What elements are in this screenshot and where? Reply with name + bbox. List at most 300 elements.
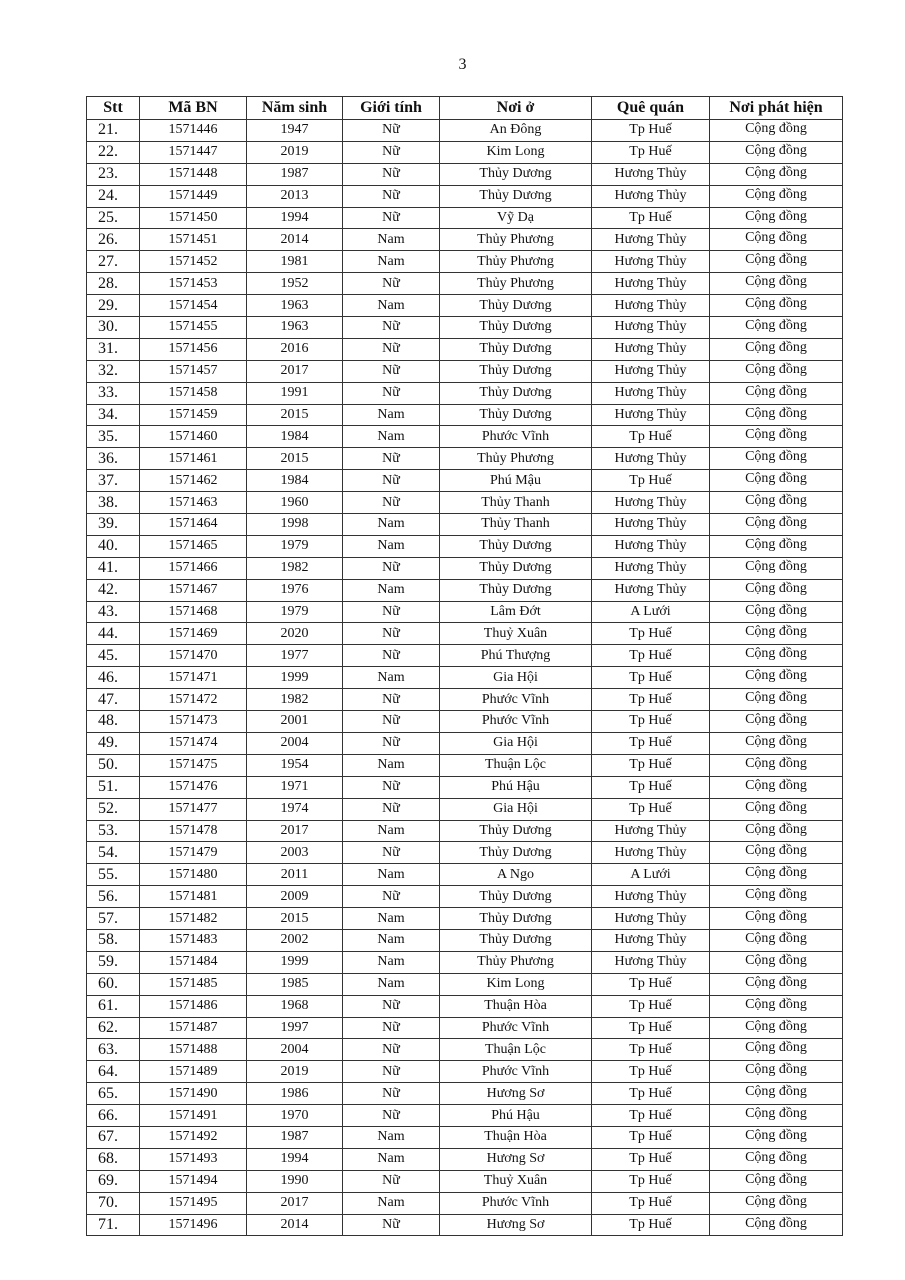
detection-place-cell: Cộng đồng: [710, 163, 843, 185]
stt-cell: 32.: [87, 360, 140, 382]
table-row: [87, 645, 843, 667]
table-row: [87, 973, 843, 995]
patient-code-cell: 1571459: [140, 404, 247, 426]
gender-cell: Nữ: [343, 623, 440, 645]
hometown-cell: Hương Thủy: [592, 557, 710, 579]
hometown-cell: Hương Thủy: [592, 842, 710, 864]
gender-cell: Nam: [343, 1126, 440, 1148]
residence-cell: Phước Vĩnh: [440, 1017, 592, 1039]
stt-cell: 44.: [87, 623, 140, 645]
table-row: [87, 667, 843, 689]
stt-cell: 63.: [87, 1039, 140, 1061]
patient-code-cell: 1571451: [140, 229, 247, 251]
patient-code-cell: 1571487: [140, 1017, 247, 1039]
patient-code-cell: 1571477: [140, 798, 247, 820]
detection-place-cell: Cộng đồng: [710, 1214, 843, 1236]
patient-code-cell: 1571474: [140, 732, 247, 754]
table-row: [87, 754, 843, 776]
birth-year-cell: 1985: [247, 973, 343, 995]
patient-code-cell: 1571464: [140, 514, 247, 536]
residence-cell: Thủy Dương: [440, 535, 592, 557]
birth-year-cell: 2003: [247, 842, 343, 864]
hometown-cell: Tp Huế: [592, 426, 710, 448]
patient-code-cell: 1571475: [140, 754, 247, 776]
stt-cell: 54.: [87, 842, 140, 864]
table-row: [87, 1017, 843, 1039]
patient-code-cell: 1571471: [140, 667, 247, 689]
patient-code-cell: 1571467: [140, 579, 247, 601]
gender-cell: Nữ: [343, 1214, 440, 1236]
residence-cell: Thủy Dương: [440, 163, 592, 185]
stt-cell: 60.: [87, 973, 140, 995]
patient-code-cell: 1571496: [140, 1214, 247, 1236]
header-hometown: Quê quán: [592, 97, 710, 120]
residence-cell: A Ngo: [440, 864, 592, 886]
hometown-cell: Tp Huế: [592, 1214, 710, 1236]
table-body: [87, 120, 843, 1236]
stt-cell: 59.: [87, 951, 140, 973]
patient-code-cell: 1571449: [140, 185, 247, 207]
residence-cell: Thủy Dương: [440, 579, 592, 601]
birth-year-cell: 1982: [247, 689, 343, 711]
birth-year-cell: 2019: [247, 1061, 343, 1083]
stt-cell: 39.: [87, 514, 140, 536]
table-row: [87, 120, 843, 142]
gender-cell: Nữ: [343, 185, 440, 207]
gender-cell: Nam: [343, 404, 440, 426]
stt-cell: 33.: [87, 382, 140, 404]
gender-cell: Nữ: [343, 1083, 440, 1105]
stt-cell: 50.: [87, 754, 140, 776]
stt-cell: 58.: [87, 929, 140, 951]
patient-code-cell: 1571447: [140, 141, 247, 163]
stt-cell: 21.: [87, 120, 140, 142]
table-row: [87, 273, 843, 295]
hometown-cell: Tp Huế: [592, 141, 710, 163]
detection-place-cell: Cộng đồng: [710, 426, 843, 448]
patient-code-cell: 1571486: [140, 995, 247, 1017]
residence-cell: Thủy Dương: [440, 842, 592, 864]
patient-code-cell: 1571476: [140, 776, 247, 798]
table-row: [87, 1061, 843, 1083]
hometown-cell: Tp Huế: [592, 732, 710, 754]
residence-cell: An Đông: [440, 120, 592, 142]
gender-cell: Nam: [343, 929, 440, 951]
residence-cell: Phước Vĩnh: [440, 1061, 592, 1083]
table-row: [87, 1126, 843, 1148]
stt-cell: 40.: [87, 535, 140, 557]
hometown-cell: Hương Thủy: [592, 251, 710, 273]
hometown-cell: Tp Huế: [592, 754, 710, 776]
detection-place-cell: Cộng đồng: [710, 120, 843, 142]
patient-code-cell: 1571491: [140, 1105, 247, 1127]
residence-cell: Gia Hội: [440, 667, 592, 689]
residence-cell: Gia Hội: [440, 732, 592, 754]
patient-code-cell: 1571485: [140, 973, 247, 995]
hometown-cell: Hương Thủy: [592, 295, 710, 317]
detection-place-cell: Cộng đồng: [710, 207, 843, 229]
birth-year-cell: 1979: [247, 601, 343, 623]
birth-year-cell: 1997: [247, 1017, 343, 1039]
patient-code-cell: 1571470: [140, 645, 247, 667]
gender-cell: Nữ: [343, 1061, 440, 1083]
residence-cell: Thuận Hòa: [440, 995, 592, 1017]
detection-place-cell: Cộng đồng: [710, 864, 843, 886]
birth-year-cell: 1984: [247, 426, 343, 448]
detection-place-cell: Cộng đồng: [710, 601, 843, 623]
gender-cell: Nữ: [343, 557, 440, 579]
detection-place-cell: Cộng đồng: [710, 1039, 843, 1061]
patient-code-cell: 1571450: [140, 207, 247, 229]
stt-cell: 55.: [87, 864, 140, 886]
birth-year-cell: 1984: [247, 470, 343, 492]
birth-year-cell: 2017: [247, 1192, 343, 1214]
patient-code-cell: 1571456: [140, 338, 247, 360]
detection-place-cell: Cộng đồng: [710, 557, 843, 579]
table-row: [87, 185, 843, 207]
table-row: [87, 317, 843, 339]
hometown-cell: Tp Huế: [592, 1039, 710, 1061]
birth-year-cell: 1994: [247, 1148, 343, 1170]
table-row: [87, 732, 843, 754]
detection-place-cell: Cộng đồng: [710, 1083, 843, 1105]
patient-code-cell: 1571479: [140, 842, 247, 864]
table-row: [87, 711, 843, 733]
hometown-cell: Hương Thủy: [592, 492, 710, 514]
stt-cell: 30.: [87, 317, 140, 339]
residence-cell: Thủy Dương: [440, 360, 592, 382]
gender-cell: Nữ: [343, 689, 440, 711]
patient-code-cell: 1571469: [140, 623, 247, 645]
stt-cell: 51.: [87, 776, 140, 798]
stt-cell: 35.: [87, 426, 140, 448]
hometown-cell: Tp Huế: [592, 1170, 710, 1192]
patient-code-cell: 1571446: [140, 120, 247, 142]
residence-cell: Lâm Đớt: [440, 601, 592, 623]
stt-cell: 67.: [87, 1126, 140, 1148]
table-row: [87, 601, 843, 623]
stt-cell: 24.: [87, 185, 140, 207]
detection-place-cell: Cộng đồng: [710, 295, 843, 317]
detection-place-cell: Cộng đồng: [710, 273, 843, 295]
hometown-cell: Tp Huế: [592, 798, 710, 820]
hometown-cell: Tp Huế: [592, 995, 710, 1017]
hometown-cell: Hương Thủy: [592, 185, 710, 207]
stt-cell: 70.: [87, 1192, 140, 1214]
birth-year-cell: 1952: [247, 273, 343, 295]
residence-cell: Thủy Phương: [440, 951, 592, 973]
birth-year-cell: 2004: [247, 1039, 343, 1061]
stt-cell: 42.: [87, 579, 140, 601]
hometown-cell: Tp Huế: [592, 1017, 710, 1039]
hometown-cell: Hương Thủy: [592, 820, 710, 842]
hometown-cell: Tp Huế: [592, 1105, 710, 1127]
gender-cell: Nữ: [343, 207, 440, 229]
gender-cell: Nữ: [343, 360, 440, 382]
hometown-cell: Hương Thủy: [592, 514, 710, 536]
detection-place-cell: Cộng đồng: [710, 1017, 843, 1039]
detection-place-cell: Cộng đồng: [710, 1126, 843, 1148]
detection-place-cell: Cộng đồng: [710, 908, 843, 930]
detection-place-cell: Cộng đồng: [710, 754, 843, 776]
page-number: 3: [458, 56, 467, 73]
gender-cell: Nữ: [343, 382, 440, 404]
hometown-cell: Hương Thủy: [592, 404, 710, 426]
hometown-cell: Tp Huế: [592, 973, 710, 995]
gender-cell: Nữ: [343, 163, 440, 185]
gender-cell: Nam: [343, 1192, 440, 1214]
patient-code-cell: 1571481: [140, 886, 247, 908]
detection-place-cell: Cộng đồng: [710, 229, 843, 251]
patient-code-cell: 1571490: [140, 1083, 247, 1105]
residence-cell: Hương Sơ: [440, 1083, 592, 1105]
patient-code-cell: 1571465: [140, 535, 247, 557]
case-table: [86, 96, 843, 1236]
birth-year-cell: 1979: [247, 535, 343, 557]
stt-cell: 62.: [87, 1017, 140, 1039]
detection-place-cell: Cộng đồng: [710, 689, 843, 711]
stt-cell: 47.: [87, 689, 140, 711]
patient-code-cell: 1571489: [140, 1061, 247, 1083]
hometown-cell: Tp Huế: [592, 1061, 710, 1083]
detection-place-cell: Cộng đồng: [710, 514, 843, 536]
birth-year-cell: 1999: [247, 951, 343, 973]
gender-cell: Nữ: [343, 448, 440, 470]
stt-cell: 65.: [87, 1083, 140, 1105]
detection-place-cell: Cộng đồng: [710, 579, 843, 601]
hometown-cell: Hương Thủy: [592, 579, 710, 601]
patient-code-cell: 1571463: [140, 492, 247, 514]
gender-cell: Nam: [343, 908, 440, 930]
detection-place-cell: Cộng đồng: [710, 711, 843, 733]
residence-cell: Thủy Dương: [440, 185, 592, 207]
stt-cell: 43.: [87, 601, 140, 623]
birth-year-cell: 2017: [247, 360, 343, 382]
residence-cell: Thủy Dương: [440, 404, 592, 426]
detection-place-cell: Cộng đồng: [710, 929, 843, 951]
hometown-cell: Hương Thủy: [592, 908, 710, 930]
residence-cell: Phú Mậu: [440, 470, 592, 492]
birth-year-cell: 1977: [247, 645, 343, 667]
gender-cell: Nữ: [343, 711, 440, 733]
table-row: [87, 842, 843, 864]
hometown-cell: Tp Huế: [592, 1192, 710, 1214]
residence-cell: Thủy Dương: [440, 886, 592, 908]
stt-cell: 49.: [87, 732, 140, 754]
birth-year-cell: 1998: [247, 514, 343, 536]
patient-code-cell: 1571473: [140, 711, 247, 733]
stt-cell: 53.: [87, 820, 140, 842]
patient-code-cell: 1571453: [140, 273, 247, 295]
detection-place-cell: Cộng đồng: [710, 404, 843, 426]
residence-cell: Thủy Dương: [440, 557, 592, 579]
residence-cell: Thuận Lộc: [440, 1039, 592, 1061]
hometown-cell: Tp Huế: [592, 1126, 710, 1148]
stt-cell: 36.: [87, 448, 140, 470]
residence-cell: Thuỷ Xuân: [440, 623, 592, 645]
residence-cell: Thủy Thanh: [440, 492, 592, 514]
residence-cell: Thủy Dương: [440, 382, 592, 404]
hometown-cell: Tp Huế: [592, 667, 710, 689]
table-row: [87, 163, 843, 185]
stt-cell: 38.: [87, 492, 140, 514]
detection-place-cell: Cộng đồng: [710, 1170, 843, 1192]
stt-cell: 29.: [87, 295, 140, 317]
birth-year-cell: 2015: [247, 448, 343, 470]
birth-year-cell: 1954: [247, 754, 343, 776]
table-row: [87, 1105, 843, 1127]
stt-cell: 69.: [87, 1170, 140, 1192]
table-row: [87, 295, 843, 317]
table-row: [87, 689, 843, 711]
detection-place-cell: Cộng đồng: [710, 382, 843, 404]
hometown-cell: Hương Thủy: [592, 886, 710, 908]
table-row: [87, 557, 843, 579]
detection-place-cell: Cộng đồng: [710, 886, 843, 908]
birth-year-cell: 2004: [247, 732, 343, 754]
patient-code-cell: 1571484: [140, 951, 247, 973]
residence-cell: Thuận Lộc: [440, 754, 592, 776]
residence-cell: Thủy Dương: [440, 908, 592, 930]
birth-year-cell: 1976: [247, 579, 343, 601]
table-row: [87, 1039, 843, 1061]
hometown-cell: Hương Thủy: [592, 951, 710, 973]
header-birth-year: Năm sinh: [247, 97, 343, 120]
detection-place-cell: Cộng đồng: [710, 1148, 843, 1170]
birth-year-cell: 2013: [247, 185, 343, 207]
gender-cell: Nữ: [343, 492, 440, 514]
gender-cell: Nữ: [343, 601, 440, 623]
detection-place-cell: Cộng đồng: [710, 667, 843, 689]
hometown-cell: Hương Thủy: [592, 273, 710, 295]
hometown-cell: Tp Huế: [592, 776, 710, 798]
patient-code-cell: 1571480: [140, 864, 247, 886]
gender-cell: Nam: [343, 667, 440, 689]
table-row: [87, 798, 843, 820]
header-gender: Giới tính: [343, 97, 440, 120]
gender-cell: Nữ: [343, 776, 440, 798]
table-row: [87, 207, 843, 229]
detection-place-cell: Cộng đồng: [710, 470, 843, 492]
patient-code-cell: 1571492: [140, 1126, 247, 1148]
table-row: [87, 623, 843, 645]
table-row: [87, 1148, 843, 1170]
patient-code-cell: 1571448: [140, 163, 247, 185]
patient-code-cell: 1571454: [140, 295, 247, 317]
stt-cell: 41.: [87, 557, 140, 579]
stt-cell: 37.: [87, 470, 140, 492]
residence-cell: Thuỷ Xuân: [440, 1170, 592, 1192]
gender-cell: Nam: [343, 973, 440, 995]
hometown-cell: Tp Huế: [592, 689, 710, 711]
residence-cell: Thuận Hòa: [440, 1126, 592, 1148]
gender-cell: Nam: [343, 295, 440, 317]
residence-cell: Phú Hậu: [440, 1105, 592, 1127]
gender-cell: Nam: [343, 864, 440, 886]
table-row: [87, 951, 843, 973]
table-row: [87, 535, 843, 557]
patient-code-cell: 1571457: [140, 360, 247, 382]
detection-place-cell: Cộng đồng: [710, 1192, 843, 1214]
hometown-cell: Tp Huế: [592, 120, 710, 142]
header-row: [87, 97, 843, 120]
hometown-cell: Hương Thủy: [592, 338, 710, 360]
detection-place-cell: Cộng đồng: [710, 317, 843, 339]
birth-year-cell: 2015: [247, 404, 343, 426]
detection-place-cell: Cộng đồng: [710, 185, 843, 207]
table-row: [87, 229, 843, 251]
table-row: [87, 141, 843, 163]
detection-place-cell: Cộng đồng: [710, 820, 843, 842]
detection-place-cell: Cộng đồng: [710, 995, 843, 1017]
detection-place-cell: Cộng đồng: [710, 623, 843, 645]
residence-cell: Thủy Thanh: [440, 514, 592, 536]
hometown-cell: Hương Thủy: [592, 382, 710, 404]
gender-cell: Nam: [343, 426, 440, 448]
gender-cell: Nữ: [343, 1017, 440, 1039]
residence-cell: Thủy Dương: [440, 929, 592, 951]
patient-code-cell: 1571466: [140, 557, 247, 579]
gender-cell: Nam: [343, 579, 440, 601]
table-row: [87, 908, 843, 930]
hometown-cell: A Lưới: [592, 601, 710, 623]
hometown-cell: Tp Huế: [592, 1148, 710, 1170]
gender-cell: Nữ: [343, 120, 440, 142]
hometown-cell: A Lưới: [592, 864, 710, 886]
table-row: [87, 470, 843, 492]
detection-place-cell: Cộng đồng: [710, 776, 843, 798]
birth-year-cell: 2014: [247, 1214, 343, 1236]
birth-year-cell: 2016: [247, 338, 343, 360]
gender-cell: Nữ: [343, 1039, 440, 1061]
table-row: [87, 1170, 843, 1192]
patient-code-cell: 1571493: [140, 1148, 247, 1170]
detection-place-cell: Cộng đồng: [710, 645, 843, 667]
stt-cell: 25.: [87, 207, 140, 229]
stt-cell: 31.: [87, 338, 140, 360]
stt-cell: 52.: [87, 798, 140, 820]
birth-year-cell: 2020: [247, 623, 343, 645]
table-row: [87, 1214, 843, 1236]
stt-cell: 71.: [87, 1214, 140, 1236]
birth-year-cell: 1971: [247, 776, 343, 798]
stt-cell: 56.: [87, 886, 140, 908]
residence-cell: Phước Vĩnh: [440, 1192, 592, 1214]
birth-year-cell: 1987: [247, 1126, 343, 1148]
table-row: [87, 492, 843, 514]
birth-year-cell: 1963: [247, 295, 343, 317]
patient-code-cell: 1571495: [140, 1192, 247, 1214]
gender-cell: Nam: [343, 251, 440, 273]
stt-cell: 27.: [87, 251, 140, 273]
gender-cell: Nữ: [343, 995, 440, 1017]
patient-code-cell: 1571461: [140, 448, 247, 470]
hometown-cell: Tp Huế: [592, 1083, 710, 1105]
patient-code-cell: 1571488: [140, 1039, 247, 1061]
gender-cell: Nam: [343, 514, 440, 536]
gender-cell: Nữ: [343, 886, 440, 908]
gender-cell: Nữ: [343, 842, 440, 864]
stt-cell: 46.: [87, 667, 140, 689]
gender-cell: Nam: [343, 820, 440, 842]
patient-code-cell: 1571483: [140, 929, 247, 951]
birth-year-cell: 2014: [247, 229, 343, 251]
residence-cell: Kim Long: [440, 141, 592, 163]
table-row: [87, 404, 843, 426]
birth-year-cell: 1970: [247, 1105, 343, 1127]
gender-cell: Nữ: [343, 141, 440, 163]
stt-cell: 64.: [87, 1061, 140, 1083]
